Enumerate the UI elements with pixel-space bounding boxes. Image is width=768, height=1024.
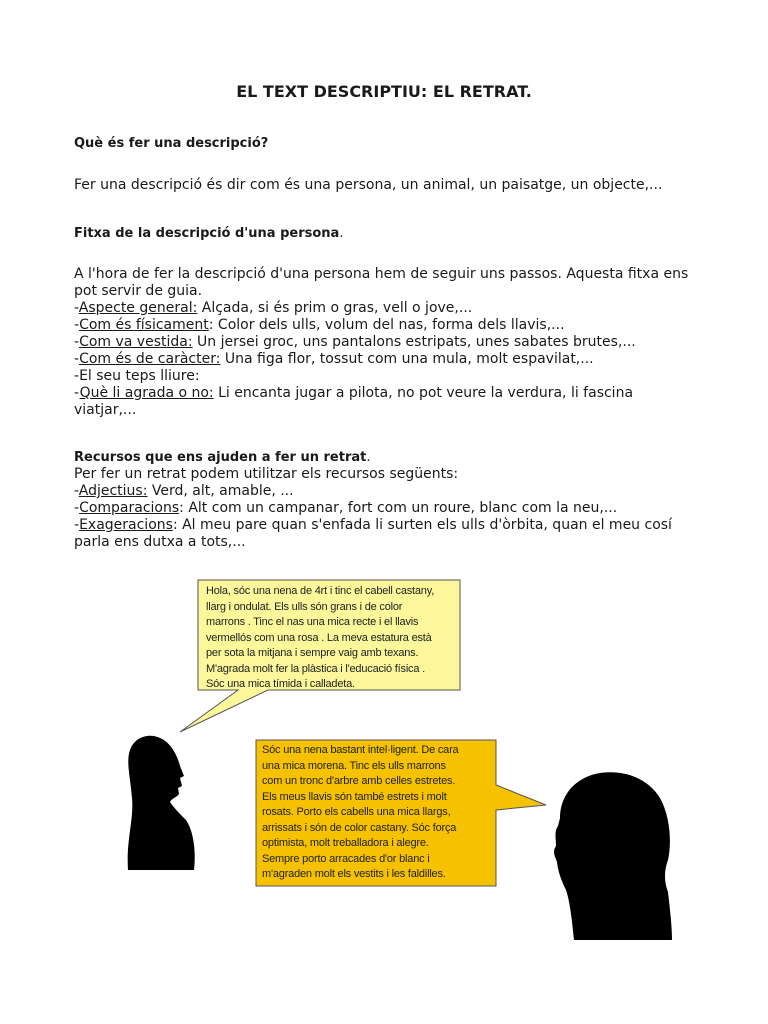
bubble-line: Els meus llavis són també estrets i molt: [262, 790, 447, 803]
list-dash: -: [74, 517, 80, 533]
bubble-line: Sóc una mica tímida i calladeta.: [206, 678, 355, 690]
bubble1-text: [206, 584, 434, 693]
bubble-line: arrissats i són de color castany. Sóc força: [262, 821, 457, 834]
list-dash: -: [74, 300, 79, 316]
definition-paragraph: Fer una descripció és dir com és una persona, un animal, un paisatge, un objecte,...: [74, 177, 663, 193]
illustration: [0, 570, 768, 950]
bubble-line: m'agraden molt els vestits i les faldilles.: [262, 868, 446, 880]
list-dash: -: [74, 483, 79, 499]
list-item-text: : Color dels ulls, volum del nas, forma dels llavis,...: [208, 317, 565, 333]
list-item: [74, 317, 694, 334]
bubble-line: vermellós com una rosa . La meva estatura està: [206, 631, 432, 644]
heading-punct: .: [366, 450, 371, 465]
section-heading-what-is-description: Què és fer una descripció?: [74, 136, 269, 151]
list-item-text: Alçada, si és prim o gras, vell o jove,...: [197, 300, 473, 316]
list-item-label: Aspecte general:: [78, 300, 198, 316]
list-item: [74, 385, 694, 419]
bubble-line: rosats. Porto els cabells una mica llargs,: [262, 806, 451, 818]
silhouette-right: [554, 772, 672, 940]
list-item: [74, 500, 694, 517]
bubble-line: Hola, sóc una nena de 4rt i tinc el cabell castany,: [206, 585, 435, 597]
bubble2-text: [262, 743, 458, 883]
list-item-text: Un jersei groc, uns pantalons estripats, unes sabates brutes,...: [192, 334, 636, 350]
bubble-line: marrons . Tinc el nas una mica recte i el llavis: [206, 616, 419, 628]
heading-punct: .: [339, 226, 344, 241]
heading-text: Recursos que ens ajuden a fer un retrat: [74, 450, 367, 465]
list-dash: -: [74, 351, 80, 367]
list-item: [74, 517, 694, 551]
list-item-label: Comparacions: [79, 500, 180, 516]
list-item: [74, 368, 694, 385]
list-dash: -: [74, 317, 80, 333]
person-sheet-block: [74, 266, 694, 419]
bubble-line: M'agrada molt fer la plàstica i l'educació física .: [206, 662, 425, 675]
page-title: EL TEXT DESCRIPTIU: EL RETRAT.: [236, 82, 532, 101]
list-item-text: Verd, alt, amable, ...: [147, 483, 294, 499]
bubble-line: Sempre porto arracades d'or blanc i: [262, 852, 430, 865]
section-heading-resources: [74, 450, 370, 465]
section-heading-person-sheet: [74, 226, 343, 241]
list-item: [74, 351, 694, 368]
list-item-text: El seu teps lliure:: [79, 368, 200, 384]
list-dash: -: [74, 385, 80, 401]
list-item-label: Què li agrada o no:: [79, 385, 214, 401]
bubble-line: Sóc una nena bastant intel·ligent. De cara: [262, 744, 459, 756]
person-sheet-list: [74, 300, 694, 419]
resources-block: [74, 466, 694, 551]
bubble-line: com un tronc d'arbre amb celles estretes.: [262, 775, 456, 787]
resources-list: [74, 483, 694, 551]
list-item-label: Com va vestida:: [79, 334, 193, 350]
list-item-text: : Alt com un campanar, fort com un roure, blanc com la neu,...: [179, 500, 618, 516]
list-dash: -: [74, 368, 80, 384]
bubble-line: llarg i ondulat. Els ulls són grans i de color: [206, 600, 403, 613]
bubble-line: optimista, molt treballadora i alegre.: [262, 837, 429, 849]
list-item: [74, 300, 694, 317]
silhouette-left: [128, 736, 195, 870]
person-sheet-intro: A l'hora de fer la descripció d'una persona hem de seguir uns passos. Aquesta fitxa ens pot servir de guia.: [74, 266, 689, 299]
list-item: [74, 334, 694, 351]
list-item-label: Com és físicament: [79, 317, 209, 333]
list-dash: -: [74, 500, 80, 516]
list-item-label: Com és de caràcter:: [79, 351, 221, 367]
list-item-text: Li encanta jugar a pilota, no pot veure la verdura, li fascina viatjar,...: [74, 385, 634, 418]
list-item-text: : Al meu pare quan s'enfada li surten els ulls d'òrbita, quan el meu cosí parla ens dutxa a tots,...: [74, 517, 672, 550]
list-item-label: Adjectius:: [78, 483, 148, 499]
resources-intro: Per fer un retrat podem utilitzar els recursos següents:: [74, 466, 459, 482]
list-dash: -: [74, 334, 80, 350]
list-item-label: Exageracions: [79, 517, 173, 533]
bubble-line: per sota la mitjana i sempre vaig amb texans.: [206, 647, 419, 659]
bubble-line: una mica morena. Tinc els ulls marrons: [262, 759, 446, 772]
list-item: [74, 483, 694, 500]
heading-text: Fitxa de la descripció d'una persona: [74, 226, 340, 241]
list-item-text: Una figa flor, tossut com una mula, molt espavilat,...: [220, 351, 594, 367]
